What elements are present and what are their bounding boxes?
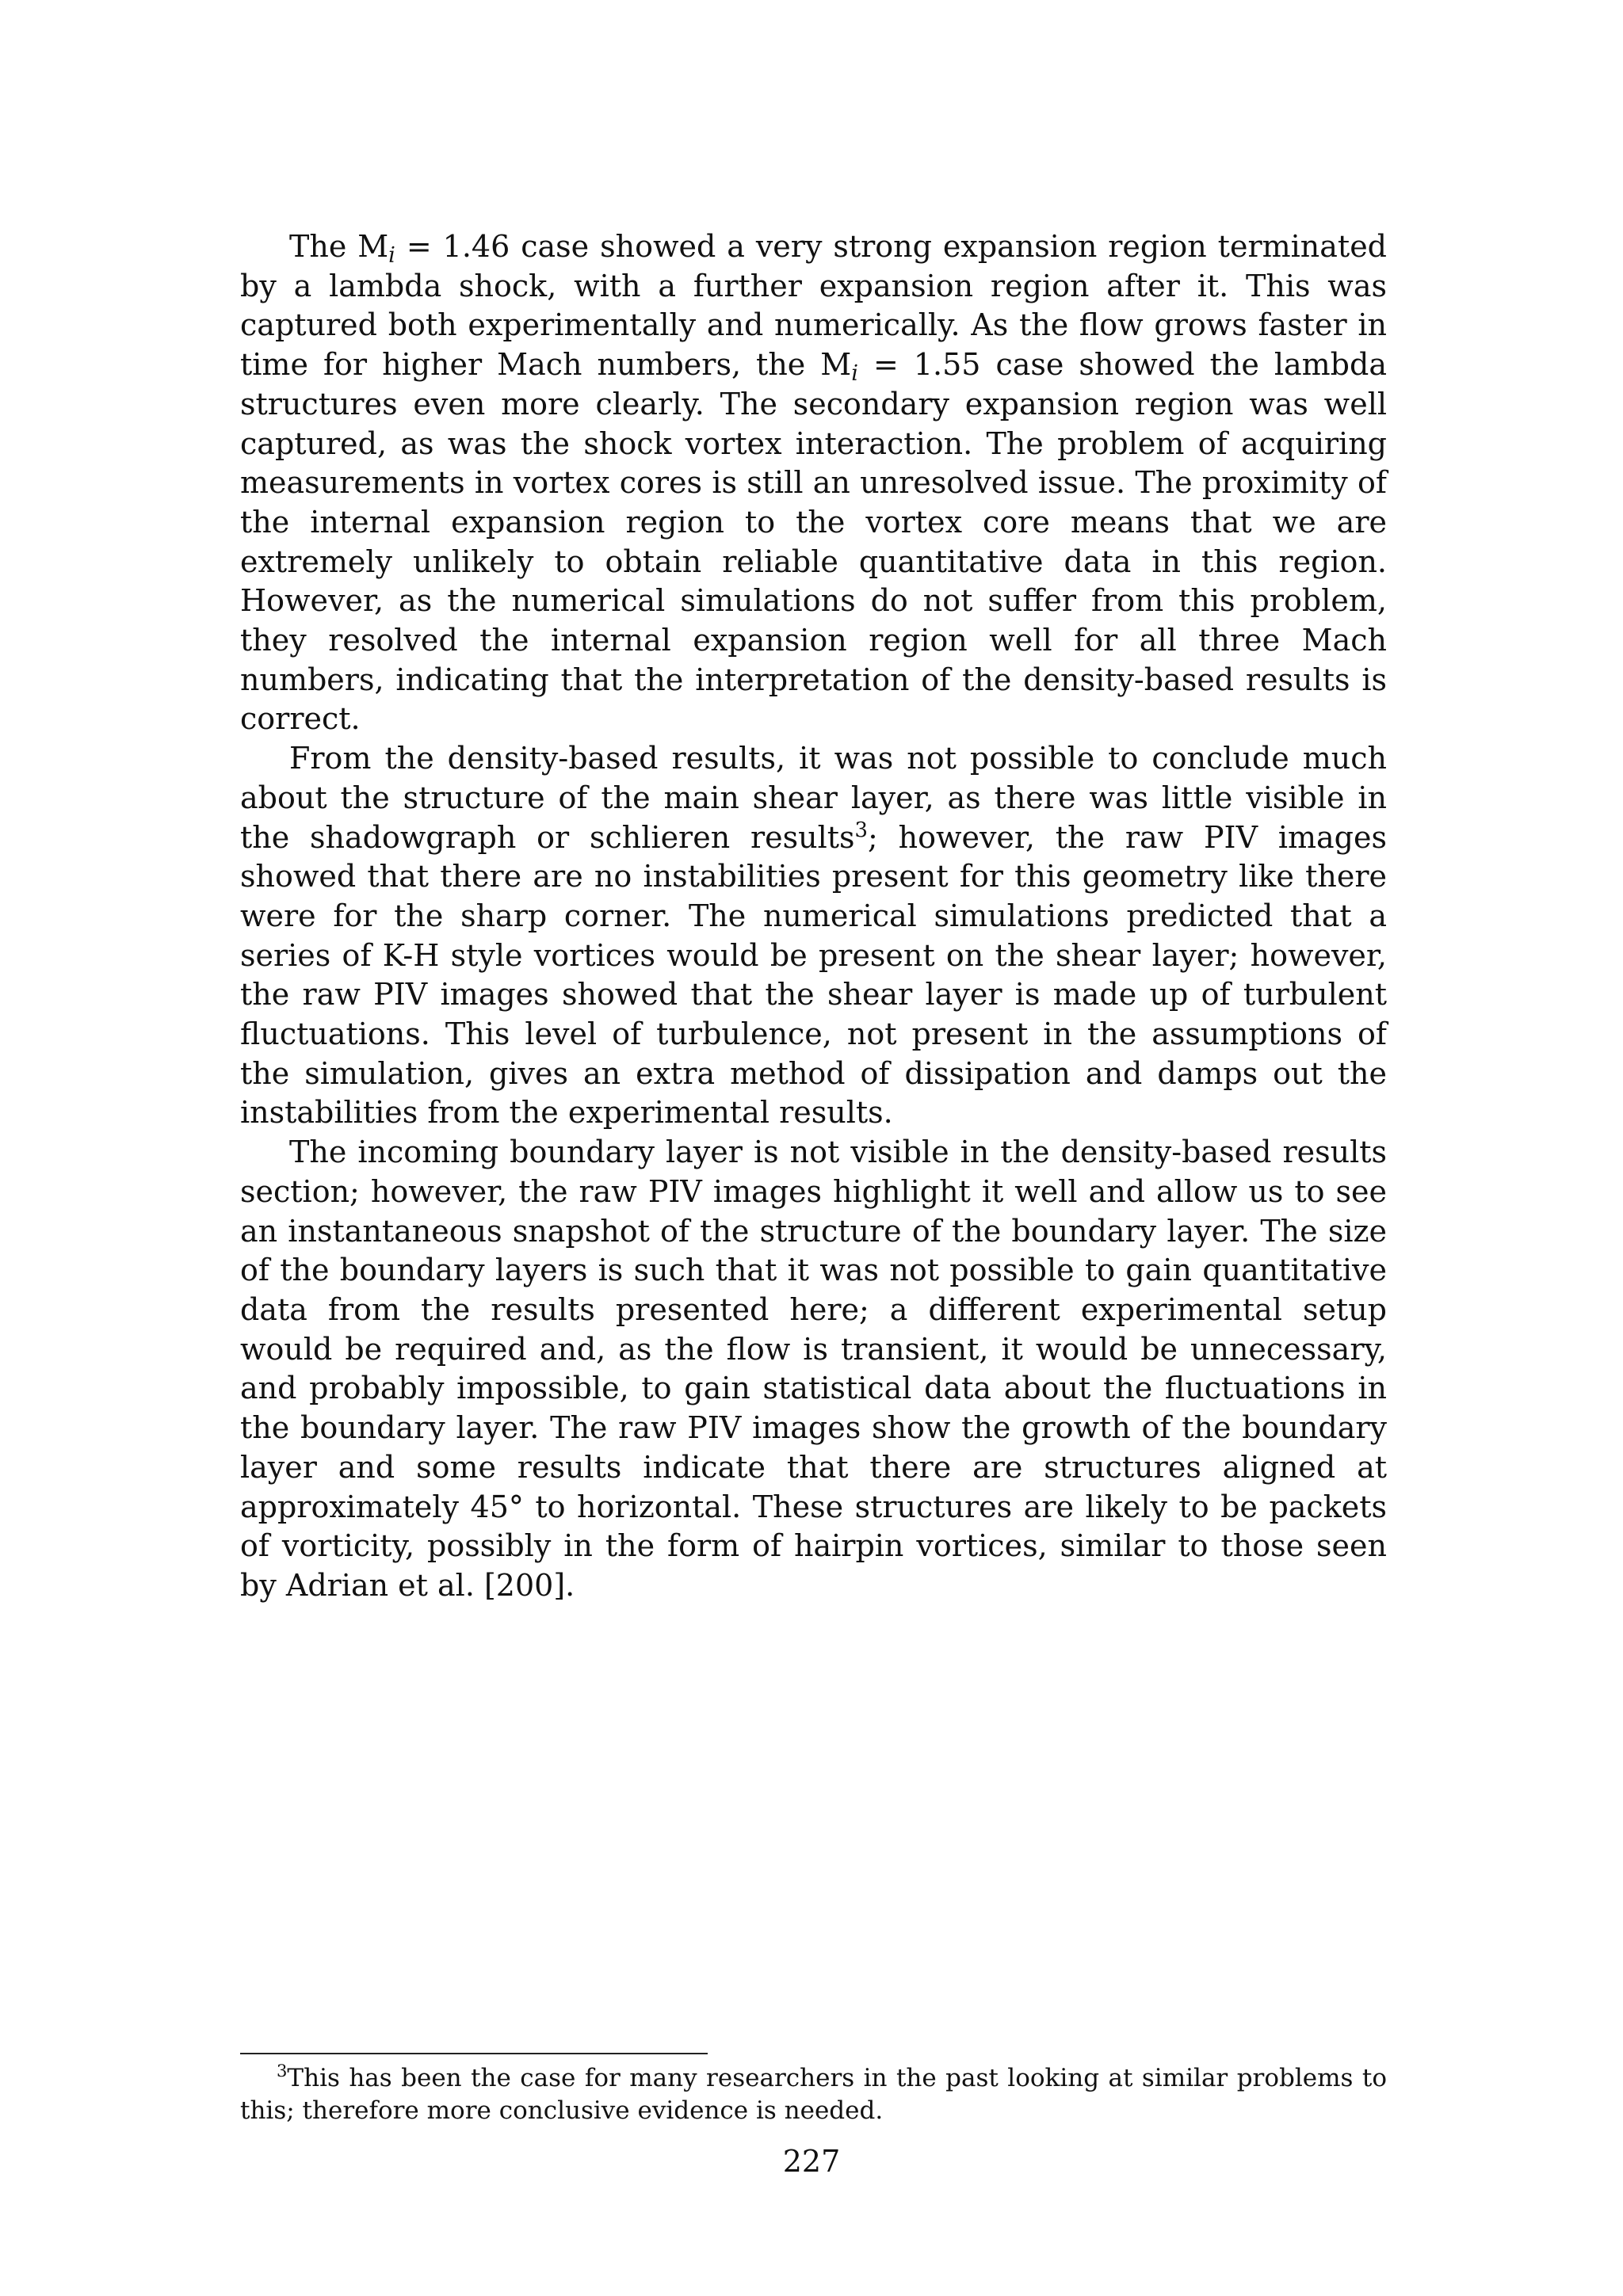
paragraph-2-text-a: From the density-based results, it was not possible to conclude much about the structure of the main shear layer, as there was little visible in the shadowgraph or schlieren results <box>240 741 1387 855</box>
footnote-text: This has been the case for many researchers in the past looking at similar problems to this; therefore more conclusive evidence is needed. <box>240 2064 1387 2125</box>
paragraph-1-text-b: = 1.46 case showed a very strong expansion region terminated by a lambda shock, with a further expansion region after it. This was captured both experimentally and numerically. As the flow grows faster in time for higher Mach numbers, the M <box>240 229 1388 383</box>
paragraph-1-text-c: = 1.55 case showed the lambda structures even more clearly. The secondary expansion region was well captured, as was the shock vortex interaction. The problem of acquiring measurements in vortex cores is still an unresolved issue. The proximity of the internal expansion region to the vortex core means that we are extremely unlikely to obtain reliable quantitative data in this region. However, as the numerical simulations do not suffer from this problem, they resolved the internal expansion region well for all three Mach numbers, indicating that the interpretation of the density-based results is correct. <box>240 347 1387 737</box>
footnote: 3This has been the case for many researchers in the past looking at similar problems to this; therefore more conclusive evidence is needed. <box>240 2061 1387 2125</box>
page-number: 227 <box>782 2144 841 2179</box>
paragraph-3: The incoming boundary layer is not visible in the density-based results section; however, the raw PIV images highlight it well and allow us to see an instantaneous snapshot of the structure of the boundary layer. The size of the boundary layers is such that it was not possible to gain quantitative data from the results presented here; a different experimental setup would be required and, as the flow is transient, it would be unnecessary, and probably impossible, to gain statistical data about the fluctuations in the boundary layer. The raw PIV images show the growth of the boundary layer and some results indicate that there are structures aligned at approximately 45° to horizontal. These structures are likely to be packets of vorticity, possibly in the form of hairpin vortices, similar to those seen by Adrian et al. [200]. <box>240 1135 1387 1603</box>
paragraph-1-text-a: The M <box>289 229 389 264</box>
mach-subscript: i <box>851 360 858 386</box>
mach-subscript: i <box>388 242 395 268</box>
footnote-divider <box>240 2053 708 2054</box>
footnote-reference[interactable]: 3 <box>854 818 868 842</box>
paragraph-2-text-b: ; however, the raw PIV images showed that there are no instabilities present for this geometry like there were for the sharp corner. The numerical simulations predicted that a series of K-H style vortices would be present on the shear layer; however, the raw PIV images showed that the shear layer is made up of turbulent fluctuations. This level of turbulence, not present in the assumptions of the simulation, gives an extra method of dissipation and damps out the instabilities from the experimental results. <box>240 819 1387 1131</box>
main-text <box>240 227 1387 1606</box>
paragraph-2 <box>240 739 1387 1133</box>
paragraph-1 <box>240 227 1387 739</box>
